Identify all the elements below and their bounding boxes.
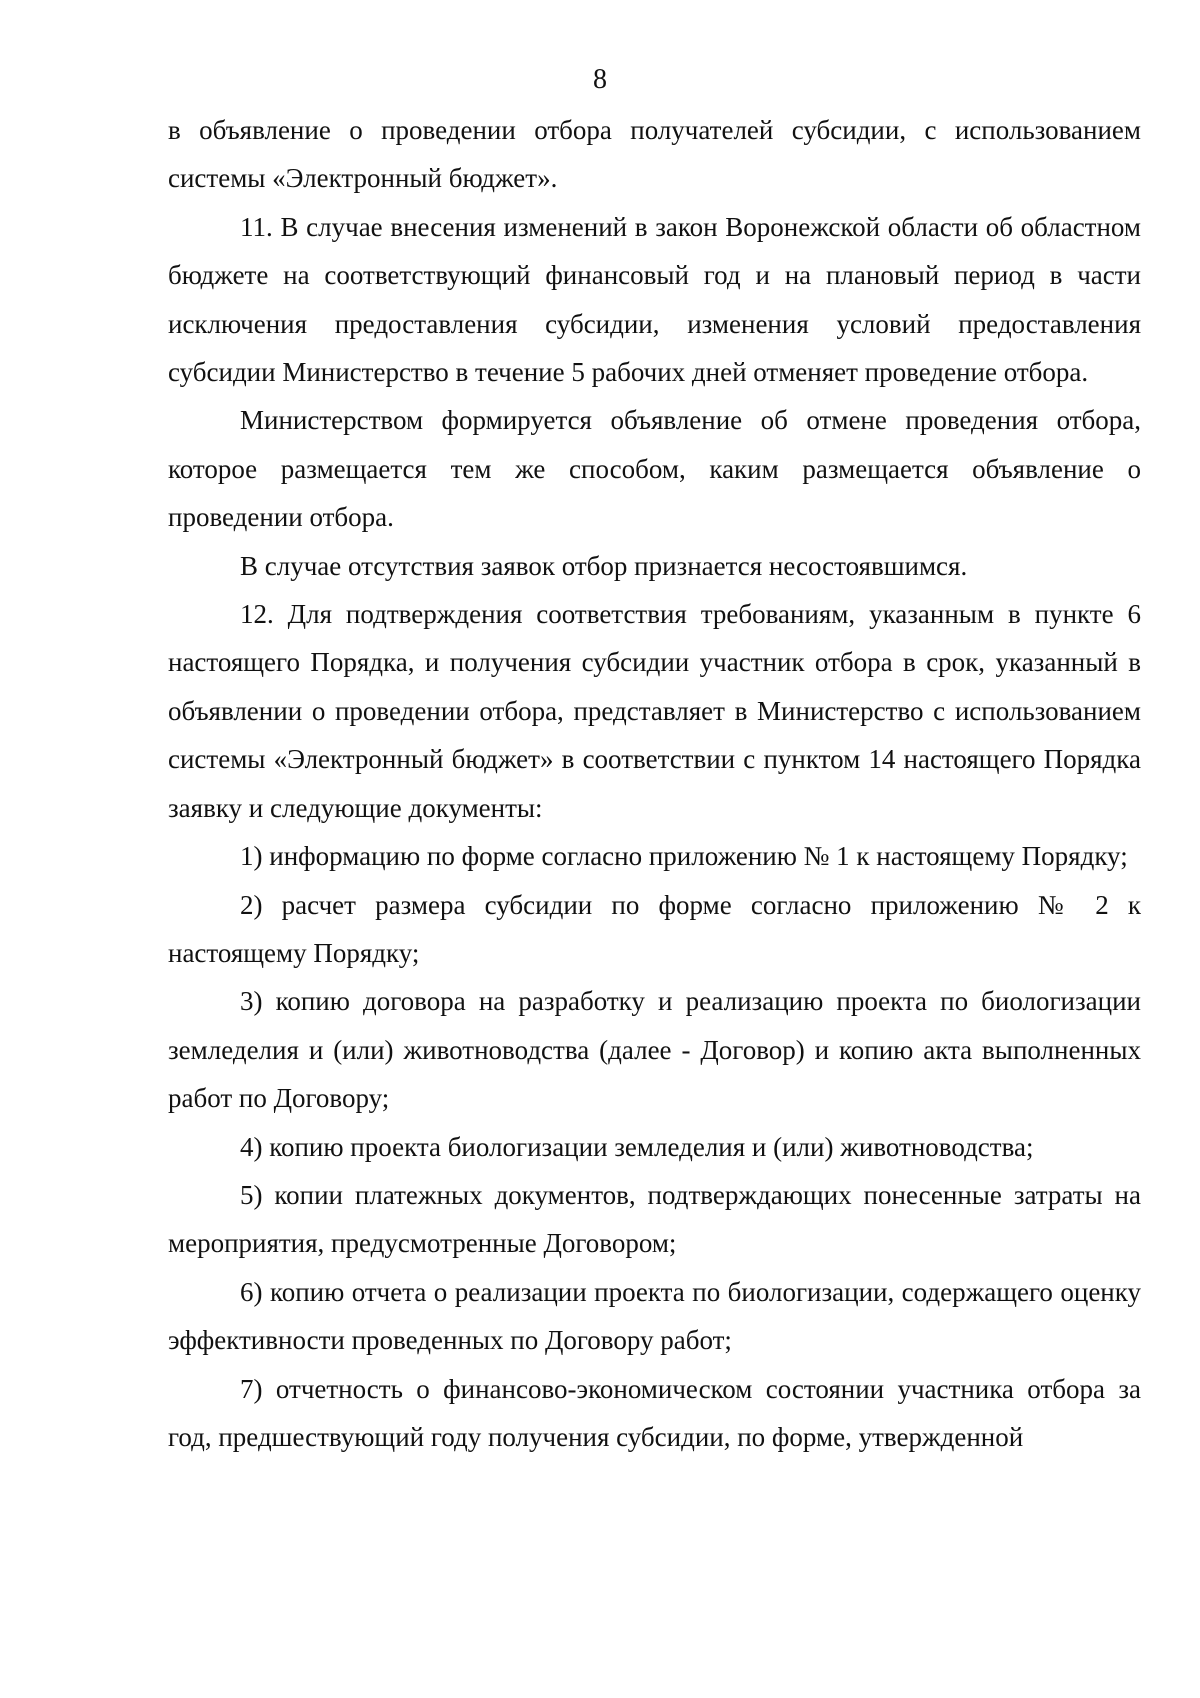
- paragraph-continuation: в объявление о проведении отбора получателей субсидии, с использованием системы «Электронный бюджет».: [168, 115, 1141, 194]
- list-item-3: 3) копию договора на разработку и реализацию проекта по биологизации земледелия и (или) животноводства (далее - Договор) и копию акта выполненных работ по Договору;: [168, 986, 1141, 1114]
- list-item-6: 6) копию отчета о реализации проекта по биологизации, содержащего оценку эффективности проведенных по Договору работ;: [168, 1276, 1141, 1356]
- paragraph-item-11: 11. В случае внесения изменений в закон Воронежской области об областном бюджете на соответствующий финансовый год и на плановый период в части исключения предоставления субсидии, изменения условий предоставления субсидии Министерство в течение 5 рабочих дней отменяет проведение отбора.: [168, 211, 1141, 388]
- list-item-1: 1) информацию по форме согласно приложению № 1 к настоящему Порядку;: [240, 841, 1128, 872]
- paragraph-item-12: 12. Для подтверждения соответствия требованиям, указанным в пункте 6 настоящего Порядка, и получения субсидии участник отбора в срок, указанный в объявлении о проведении отбора, представляет в Министерство с использованием системы «Электронный бюджет» в соответствии с пунктом 14 настоящего Порядка заявку и следующие документы:: [168, 599, 1141, 823]
- document-body: [168, 106, 1141, 1461]
- page-number: 8: [593, 64, 607, 95]
- list-item-4: 4) копию проекта биологизации земледелия и (или) животноводства;: [240, 1131, 1034, 1162]
- list-item-5: 5) копии платежных документов, подтверждающих понесенные затраты на мероприятия, предусмотренные Договором;: [168, 1179, 1141, 1259]
- list-item-2: 2) расчет размера субсидии по форме согласно приложению № 2 к настоящему Порядку;: [168, 889, 1141, 968]
- list-item-7: 7) отчетность о финансово-экономическом состоянии участника отбора за год, предшествующий году получения субсидии, по форме, утвержденной: [168, 1373, 1141, 1452]
- paragraph-cancellation-announcement: Министерством формируется объявление об отмене проведения отбора, которое размещается тем же способом, каким размещается объявление о проведении отбора.: [168, 405, 1141, 533]
- paragraph-no-applications: В случае отсутствия заявок отбор признается несостоявшимся.: [240, 550, 968, 581]
